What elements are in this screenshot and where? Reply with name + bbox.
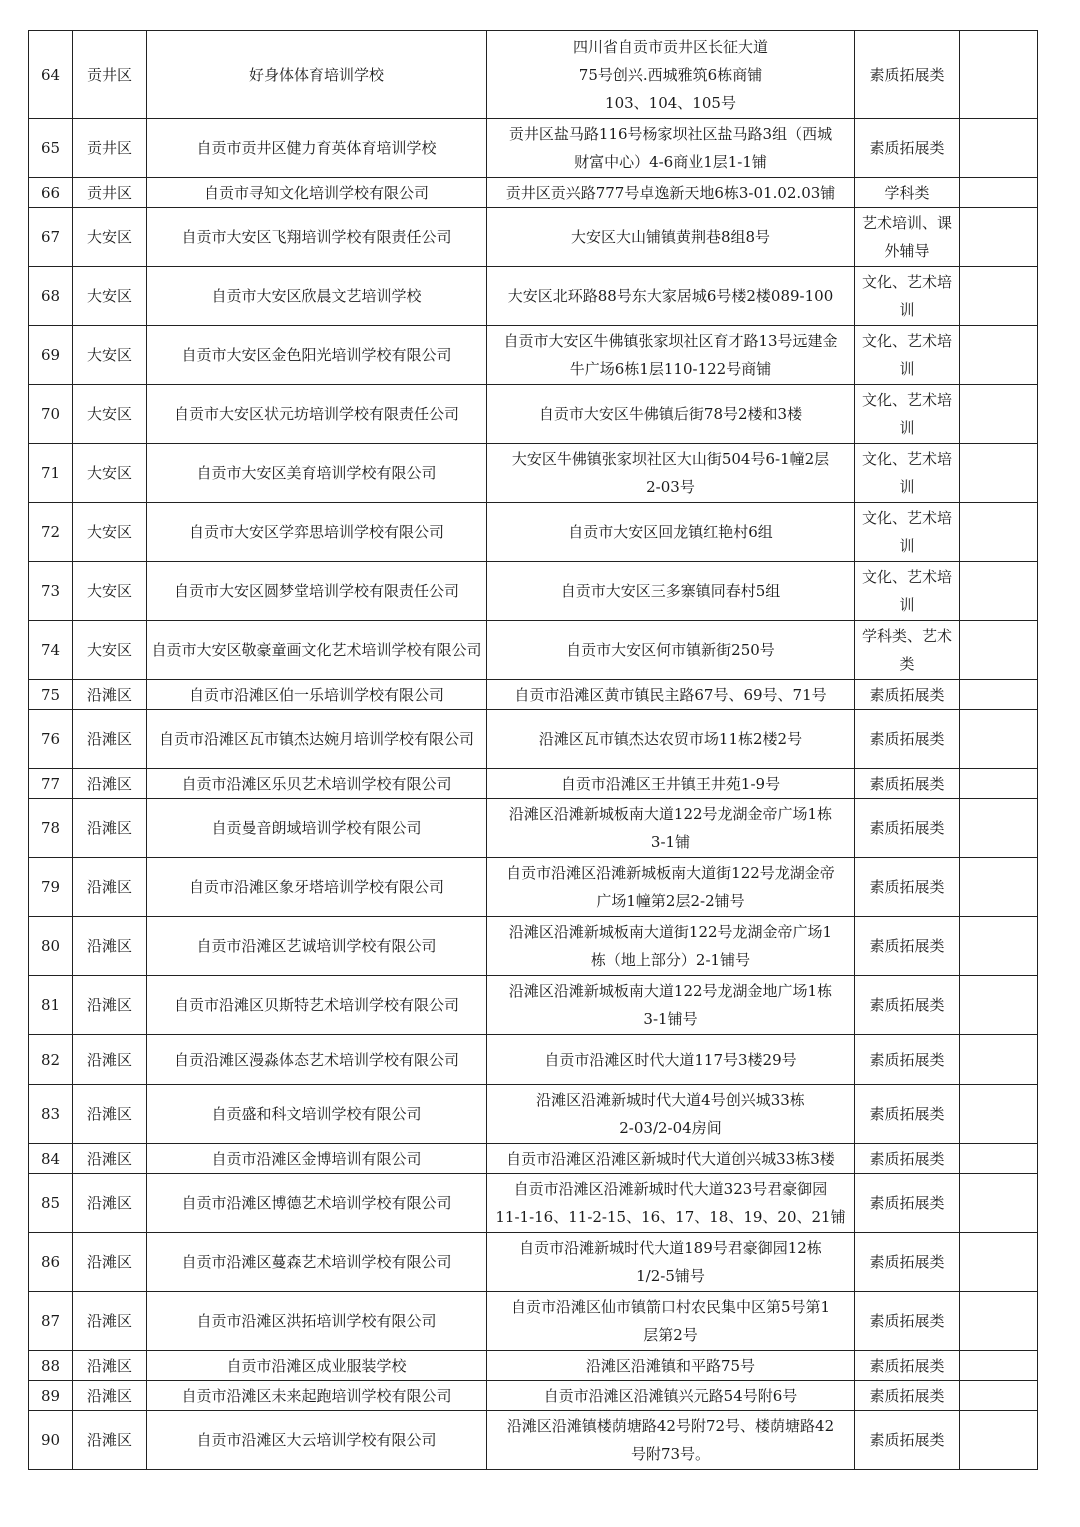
type-cell: 素质拓展类 <box>855 1381 960 1411</box>
type-cell: 学科类 <box>855 178 960 208</box>
district-cell: 沿滩区 <box>73 1174 147 1233</box>
address-line: 自贡市大安区回龙镇红艳村6组 <box>568 523 773 541</box>
address-cell <box>487 710 855 769</box>
school-name-cell: 自贡市沿滩区大云培训学校有限公司 <box>147 1411 487 1470</box>
row-number-cell: 81 <box>29 976 73 1035</box>
district-cell: 大安区 <box>73 503 147 562</box>
row-number-cell: 74 <box>29 621 73 680</box>
note-cell <box>960 31 1038 119</box>
type-cell: 学科类、艺术类 <box>855 621 960 680</box>
school-name-cell: 自贡市大安区敬豪童画文化艺术培训学校有限公司 <box>147 621 487 680</box>
district-cell: 沿滩区 <box>73 1292 147 1351</box>
row-number-cell: 66 <box>29 178 73 208</box>
type-cell: 素质拓展类 <box>855 31 960 119</box>
note-cell <box>960 326 1038 385</box>
address-cell <box>487 1292 855 1351</box>
district-cell: 沿滩区 <box>73 917 147 976</box>
address-cell <box>487 119 855 178</box>
address-line: 沿滩区沿滩镇和平路75号 <box>585 1356 756 1375</box>
type-cell: 素质拓展类 <box>855 119 960 178</box>
school-name-cell: 自贡市寻知文化培训学校有限公司 <box>147 178 487 208</box>
district-cell: 沿滩区 <box>73 1233 147 1292</box>
row-number-cell: 64 <box>29 31 73 119</box>
table-row <box>29 858 1038 917</box>
district-cell: 大安区 <box>73 562 147 621</box>
type-cell: 文化、艺术培训 <box>855 562 960 621</box>
note-cell <box>960 799 1038 858</box>
district-cell: 沿滩区 <box>73 1085 147 1144</box>
table-row <box>29 503 1038 562</box>
address-cell <box>487 503 855 562</box>
table-row <box>29 1411 1038 1470</box>
address-line: 11-1-16、11-2-15、16、17、18、19、20、21铺 <box>495 1208 846 1226</box>
school-name-cell: 自贡市沿滩区金博培训有限公司 <box>147 1144 487 1174</box>
row-number-cell: 73 <box>29 562 73 621</box>
row-number-cell: 85 <box>29 1174 73 1233</box>
school-list-table <box>28 30 1038 1470</box>
address-cell <box>487 1351 855 1381</box>
address-line: 自贡市大安区三多寨镇同春村5组 <box>560 582 781 600</box>
address-line: 牛广场6栋1层110-122号商铺 <box>569 360 772 378</box>
note-cell <box>960 1381 1038 1411</box>
address-line: 沿滩区沿滩新城板南大道122号龙湖金帝广场1栋 <box>508 805 833 823</box>
school-name-cell: 自贡市沿滩区乐贝艺术培训学校有限公司 <box>147 769 487 799</box>
address-line: 自贡市沿滩区王井镇王井苑1-9号 <box>560 774 781 793</box>
row-number-cell: 80 <box>29 917 73 976</box>
school-name-cell: 自贡市沿滩区蔓森艺术培训学校有限公司 <box>147 1233 487 1292</box>
school-name-cell: 自贡市沿滩区象牙塔培训学校有限公司 <box>147 858 487 917</box>
address-line: 自贡市大安区牛佛镇后街78号2楼和3楼 <box>538 405 803 423</box>
district-cell: 贡井区 <box>73 31 147 119</box>
address-line: 沿滩区沿滩新城板南大道122号龙湖金地广场1栋 <box>508 982 833 1000</box>
type-cell: 文化、艺术培训 <box>855 503 960 562</box>
address-line: 自贡市沿滩区仙市镇箭口村农民集中区第5号第1 <box>510 1298 831 1316</box>
row-number-cell: 87 <box>29 1292 73 1351</box>
table-body <box>29 31 1038 1470</box>
address-line: 广场1幢第2层2-2铺号 <box>596 892 745 910</box>
row-number-cell: 72 <box>29 503 73 562</box>
row-number-cell: 78 <box>29 799 73 858</box>
district-cell: 沿滩区 <box>73 769 147 799</box>
type-cell: 素质拓展类 <box>855 1035 960 1085</box>
table-row <box>29 769 1038 799</box>
address-line: 四川省自贡市贡井区长征大道 <box>572 37 768 56</box>
district-cell: 大安区 <box>73 621 147 680</box>
address-cell <box>487 1411 855 1470</box>
table-row <box>29 385 1038 444</box>
school-name-cell: 自贡市大安区美育培训学校有限公司 <box>147 444 487 503</box>
address-cell <box>487 858 855 917</box>
school-name-cell: 自贡市沿滩区成业服装学校 <box>147 1351 487 1381</box>
address-line: 3-1铺号 <box>643 1010 698 1028</box>
row-number-cell: 70 <box>29 385 73 444</box>
type-cell: 素质拓展类 <box>855 976 960 1035</box>
type-cell: 素质拓展类 <box>855 1144 960 1174</box>
table-row <box>29 1351 1038 1381</box>
school-name-cell: 自贡市贡井区健力育英体育培训学校 <box>147 119 487 178</box>
address-cell <box>487 976 855 1035</box>
address-cell <box>487 326 855 385</box>
address-cell <box>487 799 855 858</box>
table-row <box>29 1085 1038 1144</box>
address-line: 2-03/2-04房间 <box>619 1119 722 1137</box>
table-row <box>29 917 1038 976</box>
row-number-cell: 67 <box>29 208 73 267</box>
table-row <box>29 119 1038 178</box>
type-cell: 素质拓展类 <box>855 680 960 710</box>
address-cell <box>487 621 855 680</box>
district-cell: 大安区 <box>73 444 147 503</box>
address-cell <box>487 769 855 799</box>
note-cell <box>960 1292 1038 1351</box>
district-cell: 大安区 <box>73 385 147 444</box>
type-cell: 素质拓展类 <box>855 1411 960 1470</box>
row-number-cell: 75 <box>29 680 73 710</box>
address-line: 自贡市沿滩区沿滩新城时代大道323号君豪御园 <box>513 1180 828 1198</box>
address-line: 自贡市沿滩区沿滩区新城时代大道创兴城33栋3楼 <box>506 1149 835 1168</box>
address-cell <box>487 1035 855 1085</box>
row-number-cell: 86 <box>29 1233 73 1292</box>
address-line: 3-1铺 <box>650 833 691 851</box>
table-row <box>29 326 1038 385</box>
address-cell <box>487 178 855 208</box>
address-line: 自贡市沿滩区沿滩新城板南大道街122号龙湖金帝 <box>506 864 835 882</box>
address-line: 103、104、105号 <box>605 93 736 112</box>
school-name-cell: 自贡盛和科文培训学校有限公司 <box>147 1085 487 1144</box>
row-number-cell: 65 <box>29 119 73 178</box>
table-row <box>29 1292 1038 1351</box>
school-name-cell: 自贡市沿滩区瓦市镇杰达婉月培训学校有限公司 <box>147 710 487 769</box>
school-name-cell: 自贡市沿滩区贝斯特艺术培训学校有限公司 <box>147 976 487 1035</box>
type-cell: 文化、艺术培训 <box>855 326 960 385</box>
row-number-cell: 68 <box>29 267 73 326</box>
type-cell: 素质拓展类 <box>855 1233 960 1292</box>
note-cell <box>960 1035 1038 1085</box>
note-cell <box>960 976 1038 1035</box>
school-name-cell: 自贡市大安区圆梦堂培训学校有限责任公司 <box>147 562 487 621</box>
address-line: 1/2-5铺号 <box>636 1267 705 1285</box>
note-cell <box>960 710 1038 769</box>
address-line: 贡井区贡兴路777号卓逸新天地6栋3-01.02.03铺 <box>505 183 836 202</box>
district-cell: 大安区 <box>73 267 147 326</box>
school-name-cell: 自贡市大安区状元坊培训学校有限责任公司 <box>147 385 487 444</box>
type-cell: 文化、艺术培训 <box>855 267 960 326</box>
row-number-cell: 79 <box>29 858 73 917</box>
address-cell <box>487 31 855 119</box>
school-name-cell: 自贡市大安区学弈思培训学校有限公司 <box>147 503 487 562</box>
row-number-cell: 90 <box>29 1411 73 1470</box>
address-line: 沿滩区沿滩镇楼荫塘路42号附72号、楼荫塘路42 <box>506 1417 835 1435</box>
address-line: 大安区大山铺镇黄荆巷8组8号 <box>570 228 771 246</box>
address-line: 贡井区盐马路116号杨家坝社区盐马路3组（西城 <box>508 125 833 143</box>
school-name-cell: 自贡曼音朗域培训学校有限公司 <box>147 799 487 858</box>
note-cell <box>960 769 1038 799</box>
type-cell: 素质拓展类 <box>855 1085 960 1144</box>
type-cell: 素质拓展类 <box>855 1174 960 1233</box>
note-cell <box>960 267 1038 326</box>
note-cell <box>960 917 1038 976</box>
table-row <box>29 267 1038 326</box>
address-line: 自贡市沿滩区黄市镇民主路67号、69号、71号 <box>514 685 827 704</box>
school-name-cell: 自贡市沿滩区未来起跑培训学校有限公司 <box>147 1381 487 1411</box>
district-cell: 贡井区 <box>73 119 147 178</box>
table-row <box>29 562 1038 621</box>
row-number-cell: 88 <box>29 1351 73 1381</box>
table-row <box>29 976 1038 1035</box>
address-cell <box>487 1381 855 1411</box>
table-row <box>29 178 1038 208</box>
address-cell <box>487 680 855 710</box>
school-name-cell: 自贡市沿滩区伯一乐培训学校有限公司 <box>147 680 487 710</box>
note-cell <box>960 1351 1038 1381</box>
address-cell <box>487 1233 855 1292</box>
type-cell: 素质拓展类 <box>855 710 960 769</box>
school-name-cell: 自贡市沿滩区艺诚培训学校有限公司 <box>147 917 487 976</box>
address-line: 自贡市大安区何市镇新街250号 <box>566 641 775 659</box>
address-line: 75号创兴.西城雅筑6栋商铺 <box>578 65 763 84</box>
address-cell <box>487 1085 855 1144</box>
district-cell: 沿滩区 <box>73 1144 147 1174</box>
address-cell <box>487 385 855 444</box>
table-row <box>29 680 1038 710</box>
school-name-cell: 自贡市大安区金色阳光培训学校有限公司 <box>147 326 487 385</box>
row-number-cell: 71 <box>29 444 73 503</box>
table-row <box>29 621 1038 680</box>
address-line: 沿滩区沿滩新城板南大道街122号龙湖金帝广场1 <box>508 923 833 941</box>
row-number-cell: 69 <box>29 326 73 385</box>
school-name-cell: 自贡沿滩区漫淼体态艺术培训学校有限公司 <box>147 1035 487 1085</box>
table-row <box>29 710 1038 769</box>
school-name-cell: 自贡市大安区欣晨文艺培训学校 <box>147 267 487 326</box>
address-cell <box>487 562 855 621</box>
type-cell: 素质拓展类 <box>855 917 960 976</box>
row-number-cell: 76 <box>29 710 73 769</box>
address-cell <box>487 1174 855 1233</box>
note-cell <box>960 444 1038 503</box>
note-cell <box>960 1085 1038 1144</box>
address-line: 栋（地上部分）2-1铺号 <box>590 951 751 969</box>
table-row <box>29 799 1038 858</box>
row-number-cell: 89 <box>29 1381 73 1411</box>
type-cell: 素质拓展类 <box>855 858 960 917</box>
type-cell: 文化、艺术培训 <box>855 444 960 503</box>
address-line: 大安区牛佛镇张家坝社区大山街504号6-1幢2层 <box>511 450 830 468</box>
district-cell: 沿滩区 <box>73 858 147 917</box>
note-cell <box>960 503 1038 562</box>
address-line: 财富中心）4-6商业1层1-1铺 <box>574 153 767 171</box>
district-cell: 沿滩区 <box>73 1411 147 1470</box>
type-cell: 素质拓展类 <box>855 1292 960 1351</box>
type-cell: 素质拓展类 <box>855 769 960 799</box>
row-number-cell: 84 <box>29 1144 73 1174</box>
district-cell: 沿滩区 <box>73 799 147 858</box>
table-row <box>29 1144 1038 1174</box>
note-cell <box>960 680 1038 710</box>
note-cell <box>960 385 1038 444</box>
table-row <box>29 1035 1038 1085</box>
row-number-cell: 77 <box>29 769 73 799</box>
note-cell <box>960 119 1038 178</box>
school-name-cell: 自贡市沿滩区博德艺术培训学校有限公司 <box>147 1174 487 1233</box>
district-cell: 沿滩区 <box>73 710 147 769</box>
address-cell <box>487 267 855 326</box>
note-cell <box>960 1174 1038 1233</box>
note-cell <box>960 562 1038 621</box>
address-line: 大安区北环路88号东大家居城6号楼2楼089-100 <box>507 287 834 305</box>
district-cell: 贡井区 <box>73 178 147 208</box>
school-name-cell: 自贡市沿滩区洪拓培训学校有限公司 <box>147 1292 487 1351</box>
address-line: 沿滩区沿滩新城时代大道4号创兴城33栋 <box>536 1091 805 1109</box>
address-line: 沿滩区瓦市镇杰达农贸市场11栋2楼2号 <box>538 730 803 748</box>
note-cell <box>960 1233 1038 1292</box>
table-row <box>29 1233 1038 1292</box>
type-cell: 素质拓展类 <box>855 799 960 858</box>
type-cell: 文化、艺术培训 <box>855 385 960 444</box>
address-line: 自贡市沿滩区时代大道117号3楼29号 <box>544 1050 797 1069</box>
district-cell: 沿滩区 <box>73 680 147 710</box>
address-cell <box>487 1144 855 1174</box>
address-line: 自贡市沿滩区沿滩镇兴元路54号附6号 <box>543 1386 798 1405</box>
note-cell <box>960 178 1038 208</box>
table-row <box>29 208 1038 267</box>
district-cell: 大安区 <box>73 208 147 267</box>
table-row <box>29 1381 1038 1411</box>
address-line: 自贡市沿滩新城时代大道189号君豪御园12栋 <box>519 1239 822 1257</box>
table-row <box>29 444 1038 503</box>
school-name-cell: 好身体体育培训学校 <box>147 31 487 119</box>
district-cell: 沿滩区 <box>73 1351 147 1381</box>
note-cell <box>960 858 1038 917</box>
district-cell: 沿滩区 <box>73 976 147 1035</box>
address-line: 自贡市大安区牛佛镇张家坝社区育才路13号远建金 <box>503 332 838 350</box>
address-cell <box>487 917 855 976</box>
type-cell: 素质拓展类 <box>855 1351 960 1381</box>
district-cell: 沿滩区 <box>73 1035 147 1085</box>
table-row <box>29 31 1038 119</box>
table-row <box>29 1174 1038 1233</box>
address-line: 2-03号 <box>646 478 695 496</box>
type-cell: 艺术培训、课外辅导 <box>855 208 960 267</box>
note-cell <box>960 1144 1038 1174</box>
address-line: 层第2号 <box>643 1326 698 1344</box>
note-cell <box>960 1411 1038 1470</box>
school-name-cell: 自贡市大安区飞翔培训学校有限责任公司 <box>147 208 487 267</box>
address-cell <box>487 208 855 267</box>
district-cell: 沿滩区 <box>73 1381 147 1411</box>
row-number-cell: 82 <box>29 1035 73 1085</box>
row-number-cell: 83 <box>29 1085 73 1144</box>
note-cell <box>960 621 1038 680</box>
district-cell: 大安区 <box>73 326 147 385</box>
address-cell <box>487 444 855 503</box>
note-cell <box>960 208 1038 267</box>
address-line: 号附73号。 <box>630 1445 711 1463</box>
